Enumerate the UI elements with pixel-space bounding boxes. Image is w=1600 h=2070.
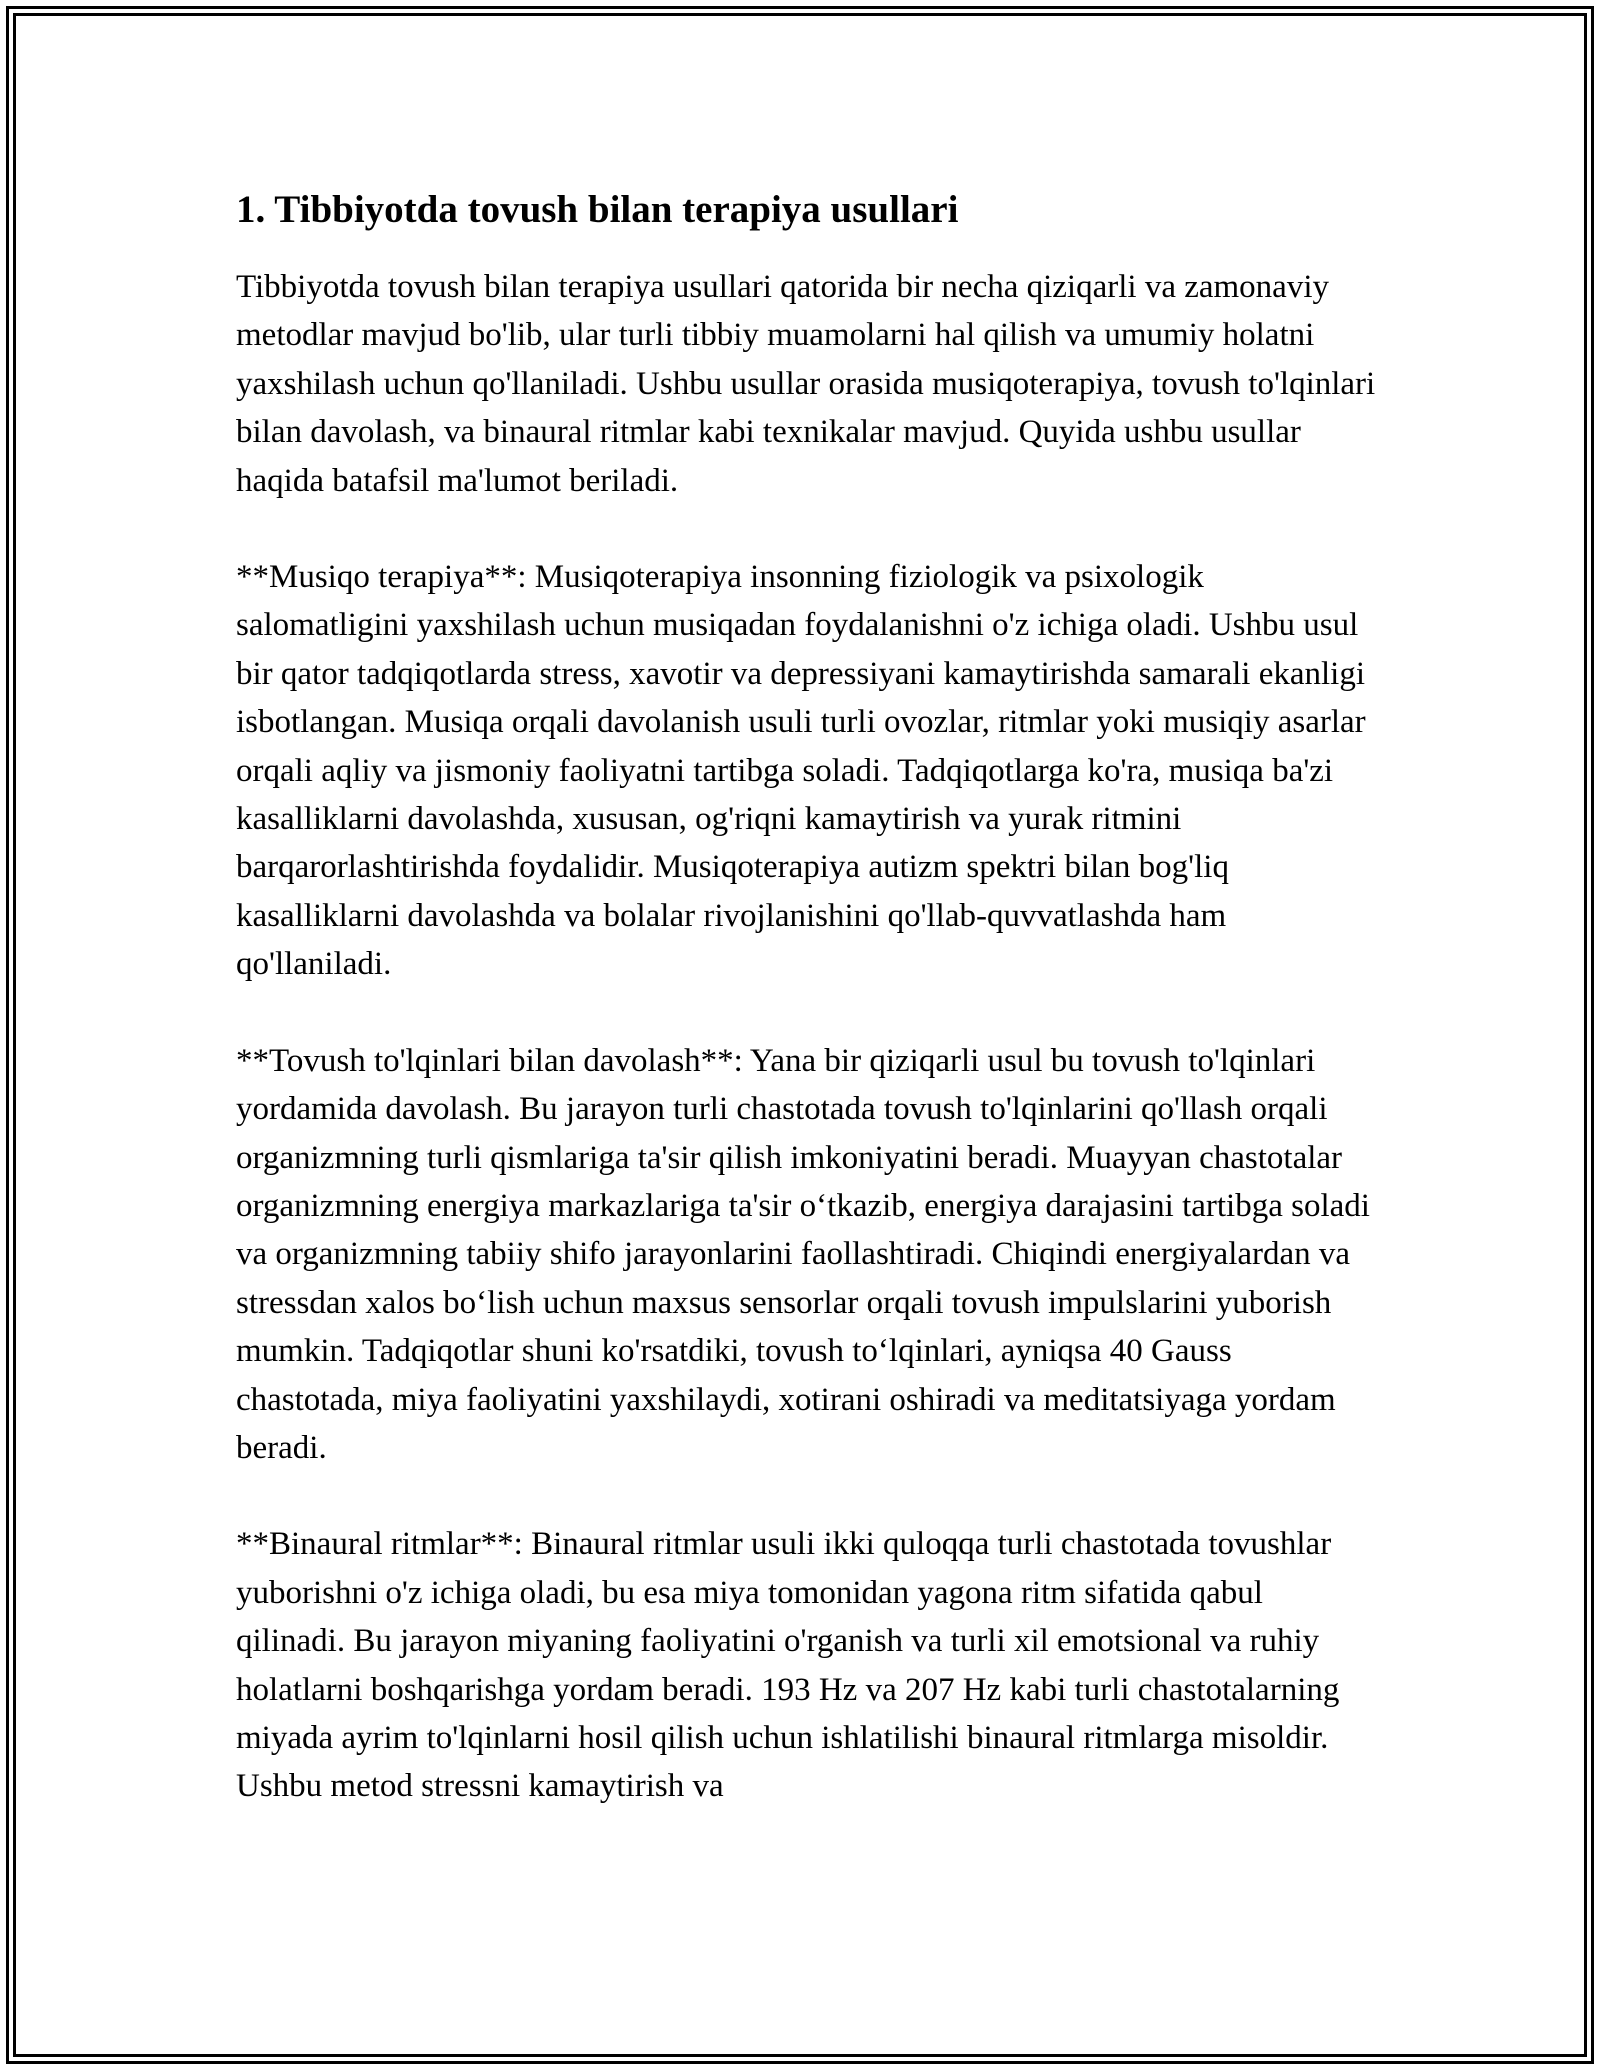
paragraph-intro: Tibbiyotda tovush bilan terapiya usullari qatorida bir necha qiziqarli va zamonaviy metodlar mavjud bo'lib, ular turli tibbiy muamolarni hal qilish va umumiy holatni yaxshilash uchun qo'llaniladi. Ushbu usullar orasida musiqoterapiya, tovush to'lqinlari bilan davolash, va binaural ritmlar kabi texnikalar mavjud. Quyida ushbu usullar haqida batafsil ma'lumot beriladi. — [236, 269, 1376, 499]
paragraph-sound-waves: **Tovush to'lqinlari bilan davolash**: Yana bir qiziqarli usul bu tovush to'lqinlari yordamida davolash. Bu jarayon turli chastotada tovush to'lqinlarini qo'llash orqali organizmning turli qismlariga ta'sir qilish imkoniyatini beradi. Muayyan chastotalar organizmning energiya markazlariga ta'sir o‘tkazib, energiya darajasini tartibga soladi va organizmning tabiiy shifo jarayonlarini faollashtiradi. Chiqindi energiyalardan va stressdan xalos bo‘lish uchun maxsus sensorlar orqali tovush impulslarini yuborish mumkin. Tadqiqotlar shuni ko'rsatdiki, tovush to‘lqinlari, ayniqsa 40 Gauss chastotada, miya faoliyatini yaxshilaydi, xotirani oshiradi va meditatsiyaga yordam beradi. — [236, 1042, 1370, 1466]
paragraph-music-therapy: **Musiqo terapiya**: Musiqoterapiya insonning fiziologik va psixologik salomatligini yaxshilash uchun musiqadan foydalanishni o'z ichiga oladi. Ushbu usul bir qator tadqiqotlarda stress, xavotir va depressiyani kamaytirishda samarali ekanligi isbotlangan. Musiqa orqali davolanish usuli turli ovozlar, ritmlar yoki musiqiy asarlar orqali aqliy va jismoniy faoliyatni tartibga soladi. Tadqiqotlarga ko'ra, musiqa ba'zi kasalliklarni davolashda, xususan, og'riqni kamaytirish va yurak ritmini barqarorlashtirishda foydalidir. Musiqoterapiya autizm spektri bilan bog'liq kasalliklarni davolashda va bolalar rivojlanishini qo'llab-quvvatlashda ham qo'llaniladi. — [236, 559, 1366, 983]
paragraph-binaural-beats: **Binaural ritmlar**: Binaural ritmlar usuli ikki quloqqa turli chastotada tovushlar yuborishni o'z ichiga oladi, bu esa miya tomonidan yagona ritm sifatida qabul qilinadi. Bu jarayon miyaning faoliyatini o'rganish va turli xil emotsional va ruhiy holatlarni boshqarishga yordam beradi. 193 Hz va 207 Hz kabi turli chastotalarning miyada ayrim to'lqinlarni hosil qilish uchun ishlatilishi binaural ritmlarga misoldir. Ushbu metod stressni kamaytirish va — [236, 1526, 1340, 1805]
section-heading: 1. Tibbiyotda tovush bilan terapiya usullari — [236, 188, 959, 231]
document-body — [236, 185, 1376, 1859]
